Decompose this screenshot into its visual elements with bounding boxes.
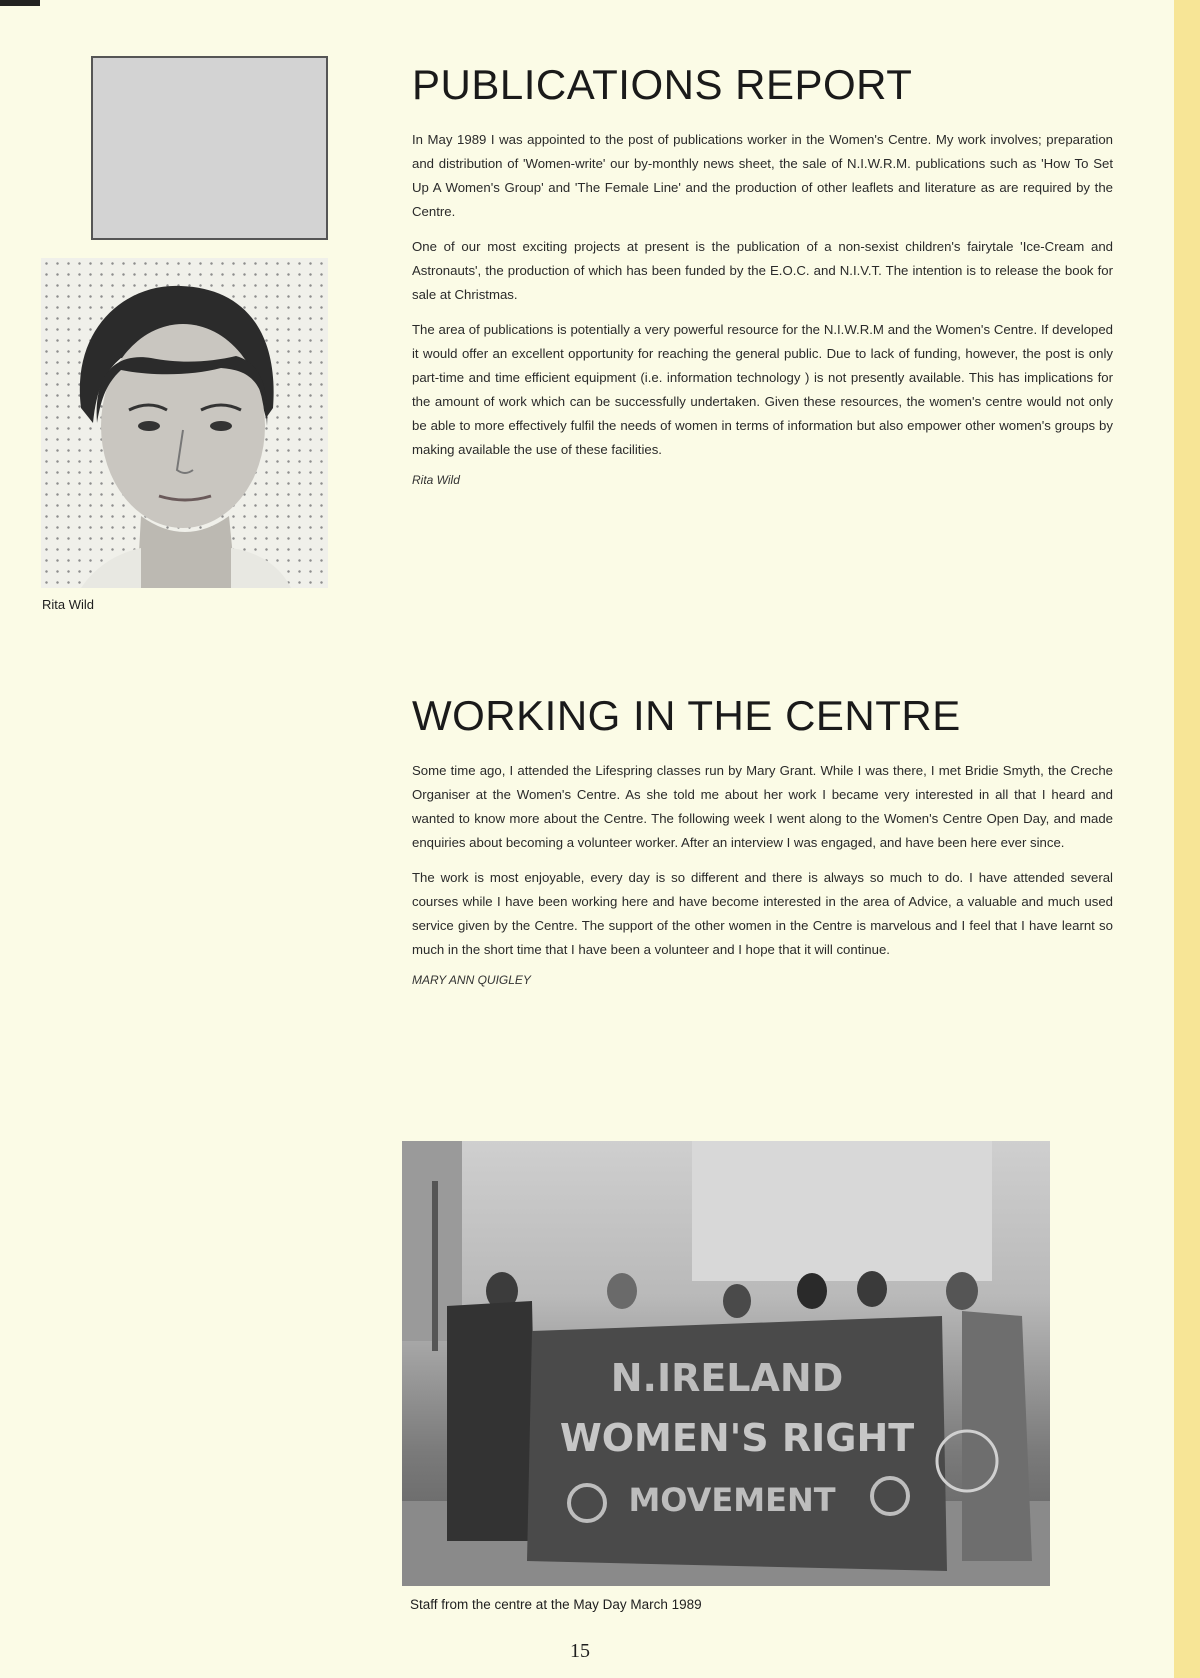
publications-signature: Rita Wild bbox=[412, 473, 460, 488]
may-day-march-photo bbox=[402, 1141, 1050, 1586]
portrait-photo bbox=[41, 258, 328, 588]
march-photo-caption: Staff from the centre at the May Day March 1989 bbox=[410, 1597, 702, 1612]
working-in-centre-section bbox=[412, 693, 1113, 987]
working-paragraph-2: The work is most enjoyable, every day is so different and there is always so much to do. I have attended several courses while I have been working here and have become interested in the area of Advice, a valuable and much used service given by the Centre. The support of the other women in the Centre is marvelous and I feel that I have learnt so much in the short time that I have been a volunteer and I hope that it will continue. bbox=[412, 870, 1113, 958]
working-heading: WORKING IN THE CENTRE bbox=[412, 692, 961, 739]
page-edge-strip bbox=[1174, 0, 1200, 1678]
portrait-caption: Rita Wild bbox=[42, 597, 95, 612]
banner-line-2: WOMEN'S RIGHT bbox=[559, 1416, 915, 1460]
publications-paragraph-1: In May 1989 I was appointed to the post of publications worker in the Women's Centre. My work involves; preparation and distribution of 'Women-write' our by-monthly news sheet, the sale of N.I.W.R.M. publications such as 'How To Set Up A Women's Group' and 'The Female Line' and the production of other leaflets and literature as are required by the Centre. bbox=[412, 132, 1113, 220]
grey-placeholder-box bbox=[91, 56, 328, 240]
publications-paragraph-2: One of our most exciting projects at present is the publication of a non-sexist children's fairytale 'Ice-Cream and Astronauts', the production of which has been funded by the E.O.C. and N.I.V.T. The intention is to release the book for sale at Christmas. bbox=[412, 239, 1113, 303]
publications-paragraph-3: The area of publications is potentially a very powerful resource for the N.I.W.R.M and the Women's Centre. If developed it would offer an excellent opportunity for reaching the general public. Due to lack of funding, however, the post is only part-time and time efficient equipment (i.e. information technology ) is not presently available. This has implications for the amount of work which can be successfully undertaken. Given these resources, the women's centre would not only be able to more effectively fulfil the needs of women in terms of information but also empower other women's groups by making available the use of these facilities. bbox=[412, 322, 1113, 458]
publications-heading: PUBLICATIONS REPORT bbox=[412, 61, 913, 108]
scan-edge bbox=[0, 0, 40, 6]
working-signature: MARY ANN QUIGLEY bbox=[412, 973, 531, 988]
page-number: 15 bbox=[570, 1640, 590, 1662]
banner-line-1: N.IRELAND bbox=[610, 1356, 844, 1400]
working-paragraph-1: Some time ago, I attended the Lifespring classes run by Mary Grant. While I was there, I met Bridie Smyth, the Creche Organiser at the Women's Centre. As she told me about her work I became very interested in all that I heard and wanted to know more about the Centre. The following week I went along to the Women's Centre Open Day, and made enquiries about becoming a volunteer worker. After an interview I was engaged, and have been here ever since. bbox=[412, 763, 1113, 851]
banner-line-3: MOVEMENT bbox=[628, 1481, 836, 1519]
publications-report-section bbox=[412, 62, 1113, 487]
